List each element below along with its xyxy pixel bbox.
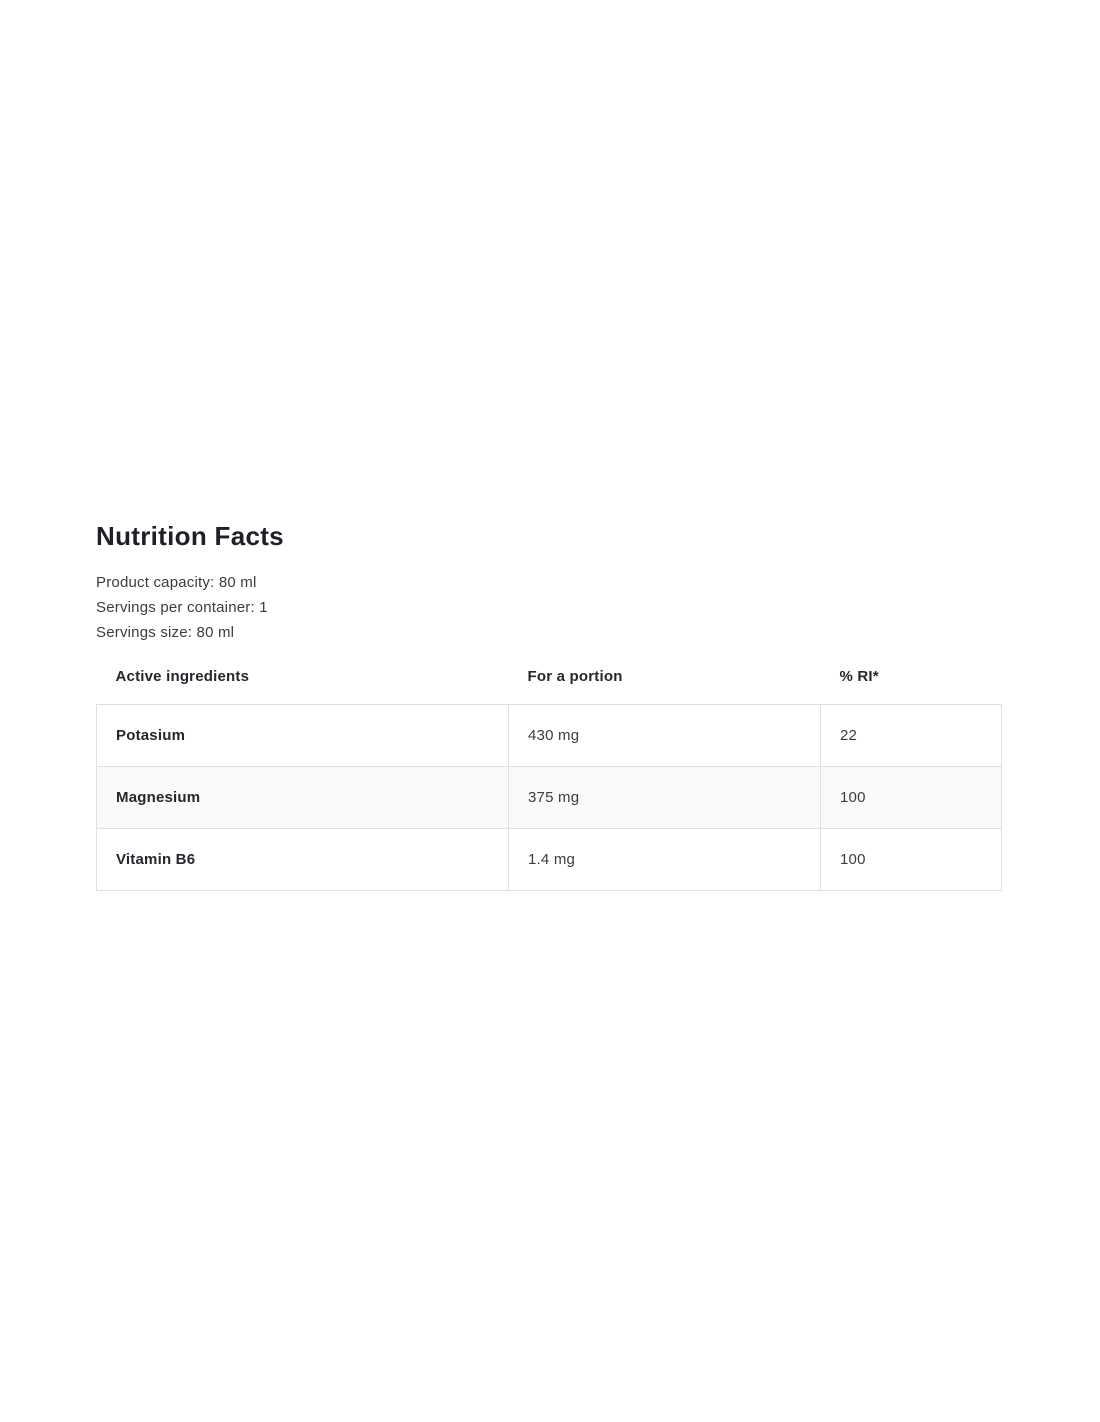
ingredient-cell: Vitamin B6 — [97, 829, 509, 891]
info-line-servings-per-container: Servings per container: 1 — [96, 599, 268, 616]
table-row-vitamin-b6 — [97, 829, 1002, 891]
table-row-potassium — [97, 705, 1002, 767]
header-percent-ri: % RI* — [821, 645, 1002, 705]
ri-cell: 22 — [821, 705, 1002, 767]
ingredient-cell: Magnesium — [97, 767, 509, 829]
ingredient-cell: Potasium — [97, 705, 509, 767]
portion-cell: 375 mg — [509, 767, 821, 829]
info-line-product-capacity: Product capacity: 80 ml — [96, 574, 257, 591]
portion-cell: 430 mg — [509, 705, 821, 767]
info-line-servings-size: Servings size: 80 ml — [96, 624, 235, 641]
portion-cell: 1.4 mg — [509, 829, 821, 891]
page-title: Nutrition Facts — [96, 521, 284, 551]
table-row-magnesium — [97, 767, 1002, 829]
header-for-a-portion: For a portion — [509, 645, 821, 705]
header-row — [97, 645, 1002, 705]
nutrition-table-header — [97, 645, 1002, 705]
ri-cell: 100 — [821, 829, 1002, 891]
nutrition-table-body — [97, 705, 1002, 891]
serving-info-block — [96, 570, 1001, 645]
ri-cell: 100 — [821, 767, 1002, 829]
nutrition-table — [96, 645, 1002, 891]
header-active-ingredients: Active ingredients — [97, 645, 509, 705]
